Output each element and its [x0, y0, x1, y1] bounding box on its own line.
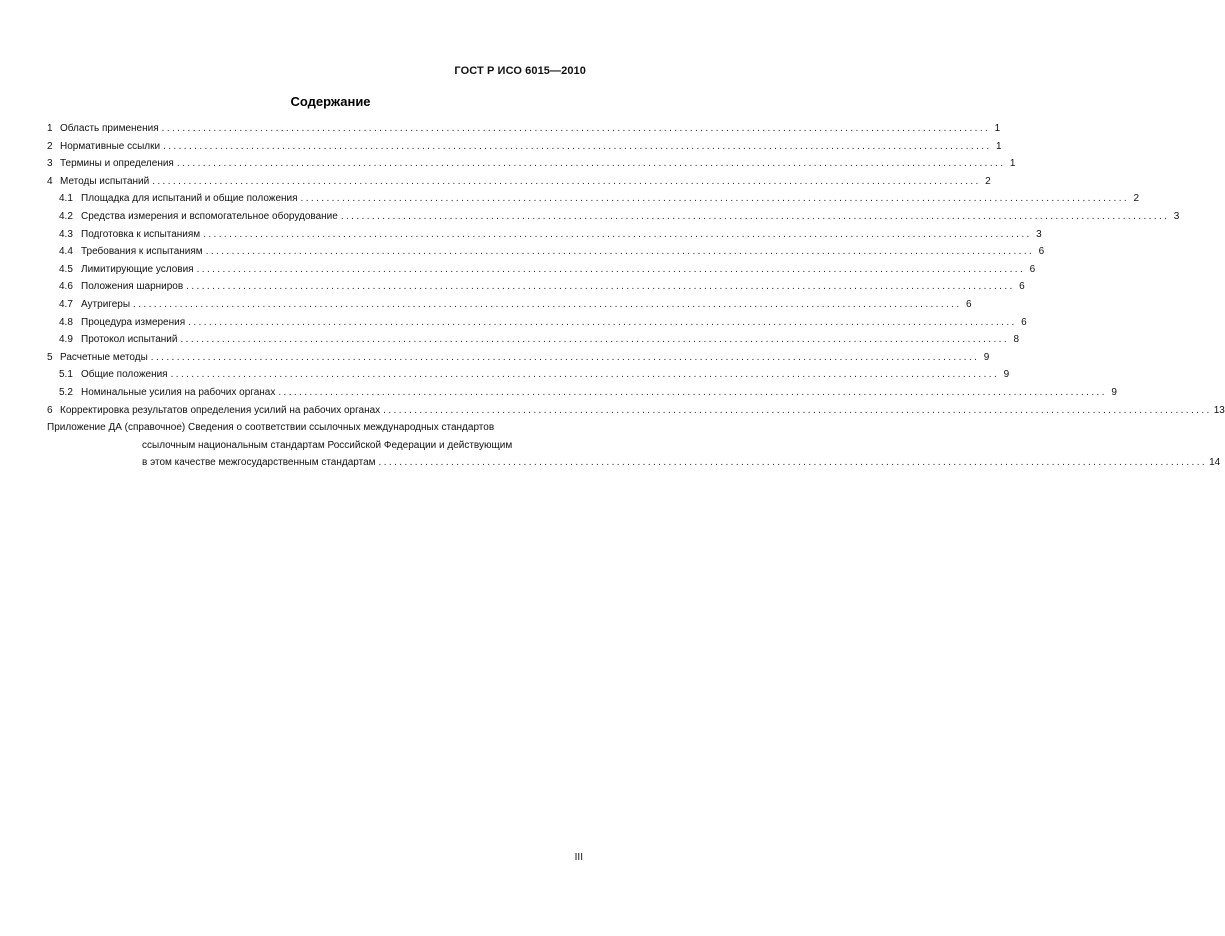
toc-entry[interactable]: [47, 120, 1001, 138]
toc-entry-page: 2: [1133, 193, 1140, 205]
toc-entry[interactable]: [47, 243, 1045, 261]
toc-entry[interactable]: [47, 331, 1020, 349]
toc-entry-title: Положения шарниров: [81, 281, 184, 293]
toc-entry-number: 6: [47, 404, 53, 416]
toc-entry-title: Подготовка к испытаниям: [81, 228, 201, 240]
toc-entry-title: Расчетные методы: [60, 351, 148, 363]
toc-entry-title: Аутригеры: [81, 298, 131, 310]
toc-entry-page: 2: [985, 175, 991, 187]
toc-entry-number: 4.6: [59, 281, 73, 293]
toc-entry[interactable]: [47, 314, 1027, 332]
appendix-title-line2: ссылочным национальным стандартам Российской Федерации и действующим: [142, 439, 513, 451]
toc-entry-page: 1: [994, 123, 1001, 134]
toc-entry[interactable]: [47, 296, 972, 314]
toc-leader-dots: ................................................................................................................................................................: [300, 193, 1130, 205]
toc-entry[interactable]: [47, 349, 990, 367]
toc-entry-page: 9: [1111, 386, 1117, 398]
toc-leader-dots: ................................................................................................................................................................: [205, 246, 1035, 258]
toc-leader-dots: ................................................................................................................................................................: [170, 369, 1000, 381]
toc-entry-page: 1: [996, 140, 1002, 152]
toc-leader-dots: ................................................................................................................................................................: [133, 298, 962, 310]
toc-appendix-entry[interactable]: [47, 419, 1221, 472]
page-number: III: [574, 852, 583, 863]
toc-entry-title: Требования к испытаниям: [81, 246, 203, 258]
toc-entry-title: Протокол испытаний: [81, 334, 178, 346]
toc-entry-number: 5: [47, 351, 53, 363]
toc-entry[interactable]: [47, 384, 1117, 402]
toc-entry[interactable]: [47, 208, 1180, 226]
toc-entry-page: 9: [983, 351, 990, 363]
toc-leader-dots: ................................................................................................................................................................: [150, 351, 980, 363]
toc-entry-page: 1: [1009, 158, 1016, 170]
toc-entry-number: 4.1: [59, 193, 73, 205]
toc-entry-number: 4.7: [59, 298, 73, 310]
toc-entry-page: 6: [1029, 263, 1036, 275]
table-of-contents: [47, 120, 1225, 472]
toc-entry[interactable]: [47, 402, 1225, 420]
toc-entry[interactable]: [47, 155, 1016, 173]
toc-entry-page: 6: [966, 298, 972, 310]
toc-entry[interactable]: [47, 226, 1042, 244]
toc-entry-number: 5.2: [59, 386, 73, 398]
toc-entry-page: 6: [1019, 281, 1025, 293]
toc-entry-number: 4.3: [59, 228, 73, 240]
appendix-title-line3: в этом качестве межгосударственным стандартам: [142, 457, 376, 469]
toc-entry-title: Термины и определения: [60, 158, 174, 170]
toc-entry-page: 3: [1036, 228, 1042, 240]
toc-leader-dots: ................................................................................................................................................................: [188, 316, 1017, 328]
toc-leader-dots: ................................................................................................................................................................: [186, 281, 1015, 293]
document-standard-code: ГОСТ Р ИСО 6015—2010: [454, 65, 586, 77]
toc-entry-number: 4.8: [59, 316, 73, 328]
appendix-last-line: [142, 454, 1221, 472]
toc-entry-number: 3: [47, 158, 53, 170]
toc-entry[interactable]: [47, 138, 1002, 156]
toc-entry-page: 6: [1038, 246, 1045, 258]
toc-entries: [47, 120, 1225, 419]
toc-leader-dots: ................................................................................................................................................................: [163, 140, 992, 152]
toc-entry[interactable]: [47, 190, 1140, 208]
toc-entry-number: 4.2: [59, 210, 73, 222]
toc-entry-page: 6: [1021, 316, 1027, 328]
toc-title: Содержание: [290, 94, 371, 109]
toc-entry-number: 5.1: [59, 369, 73, 381]
toc-entry[interactable]: [47, 366, 1010, 384]
toc-leader-dots: ................................................................................................................................................................: [378, 457, 1208, 469]
toc-leader-dots: ................................................................................................................................................................: [278, 386, 1107, 398]
toc-entry-title: Область применения: [60, 123, 159, 134]
toc-entry-number: 4.9: [59, 334, 73, 346]
toc-entry-number: 1: [47, 123, 53, 134]
toc-entry[interactable]: [47, 278, 1025, 296]
toc-entry-title: Площадка для испытаний и общие положения: [81, 193, 298, 205]
appendix-title-line1: ДА (справочное) Сведения о соответствии ссылочных международных стандартов: [108, 422, 495, 434]
toc-entry[interactable]: [47, 261, 1036, 279]
toc-entry-page: 3: [1173, 210, 1180, 222]
toc-entry-title: Общие положения: [81, 369, 168, 381]
appendix-first-line: [47, 419, 584, 437]
toc-leader-dots: ................................................................................................................................................................: [176, 158, 1006, 170]
toc-leader-dots: ................................................................................................................................................................: [383, 404, 1212, 416]
toc-entry-title: Процедура измерения: [81, 316, 186, 328]
appendix-label: Приложение: [47, 422, 106, 434]
toc-entry-title: Средства измерения и вспомогательное оборудование: [81, 210, 338, 222]
toc-leader-dots: ................................................................................................................................................................: [196, 263, 1026, 275]
toc-entry-title: Лимитирующие условия: [81, 263, 194, 275]
toc-entry-title: Номинальные усилия на рабочих органах: [81, 386, 276, 398]
toc-leader-dots: ................................................................................................................................................................: [203, 228, 1032, 240]
toc-entry-number: 4.4: [59, 246, 73, 258]
toc-leader-dots: ................................................................................................................................................................: [161, 123, 991, 134]
toc-leader-dots: ................................................................................................................................................................: [340, 210, 1170, 222]
toc-leader-dots: ................................................................................................................................................................: [180, 334, 1010, 346]
toc-entry-page: 13: [1213, 404, 1225, 416]
toc-entry[interactable]: [47, 173, 991, 191]
toc-entry-page: 8: [1013, 334, 1020, 346]
appendix-page-number: 14: [1209, 457, 1221, 469]
toc-entry-number: 4: [47, 175, 53, 187]
toc-entry-title: Корректировка результатов определения усилий на рабочих органах: [60, 404, 381, 416]
toc-leader-dots: ................................................................................................................................................................: [152, 175, 981, 187]
toc-entry-number: 2: [47, 140, 53, 152]
appendix-continuation: [47, 437, 1221, 472]
toc-entry-title: Методы испытаний: [60, 175, 150, 187]
toc-entry-number: 4.5: [59, 263, 73, 275]
toc-entry-title: Нормативные ссылки: [60, 140, 161, 152]
toc-entry-page: 9: [1003, 369, 1010, 381]
